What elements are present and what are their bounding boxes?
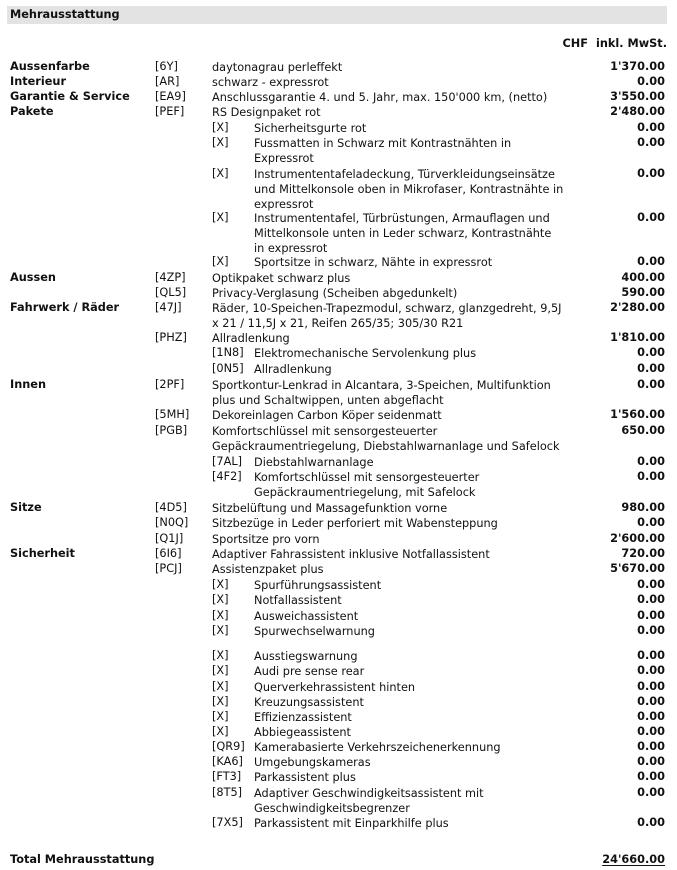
- option-code: [PEF]: [155, 105, 185, 118]
- option-code: [X]: [212, 725, 229, 738]
- option-description: Privacy-Verglasung (Scheiben abgedunkelt): [212, 287, 458, 300]
- currency-label: CHF: [562, 37, 588, 50]
- tax-note-label: inkl. MwSt.: [595, 37, 667, 50]
- option-description: RS Designpaket rot: [212, 106, 321, 119]
- option-code: [X]: [212, 710, 229, 723]
- option-code: [1N8]: [212, 346, 244, 359]
- option-price: 0.00: [637, 136, 665, 149]
- section-title: Mehrausstattung: [10, 8, 120, 21]
- option-price: 720.00: [621, 547, 665, 560]
- option-code: [PGB]: [155, 424, 188, 437]
- option-code: [2PF]: [155, 378, 185, 391]
- option-description: Sportsitze in schwarz, Nähte in expressrot: [254, 256, 493, 269]
- option-description: Assistenzpaket plus: [212, 563, 324, 576]
- option-description: daytonagrau perleffekt: [212, 61, 343, 74]
- category-label: Interieur: [10, 75, 67, 88]
- option-description: Parkassistent plus: [254, 771, 356, 784]
- category-label: Sicherheit: [10, 547, 75, 560]
- option-code: [7X5]: [212, 816, 243, 829]
- option-code: [7AL]: [212, 455, 243, 468]
- option-price: 0.00: [637, 211, 665, 224]
- option-price: 0.00: [637, 378, 665, 391]
- option-code: [X]: [212, 680, 229, 693]
- option-description: schwarz - expressrot: [212, 76, 329, 89]
- option-code: [X]: [212, 593, 229, 606]
- option-price: 0.00: [637, 725, 665, 738]
- option-price: 0.00: [637, 664, 665, 677]
- option-code: [47J]: [155, 301, 182, 314]
- option-description: Anschlussgarantie 4. und 5. Jahr, max. 150'000 km, (netto): [212, 91, 548, 104]
- option-description: Optikpaket schwarz plus: [212, 272, 351, 285]
- option-price: 0.00: [637, 470, 665, 483]
- option-code: [X]: [212, 167, 229, 180]
- option-code: [8T5]: [212, 786, 243, 799]
- option-description: Umgebungskameras: [254, 756, 371, 769]
- option-code: [N0Q]: [155, 516, 189, 529]
- option-code: [X]: [212, 664, 229, 677]
- option-price: 1'370.00: [610, 60, 665, 73]
- option-description: Allradlenkung: [254, 363, 332, 376]
- category-label: Aussen: [10, 271, 56, 284]
- option-code: [0N5]: [212, 362, 244, 375]
- option-description: Spurführungsassistent: [254, 579, 382, 592]
- option-price: 1'810.00: [610, 331, 665, 344]
- option-description: Sportkontur-Lenkrad in Alcantara, 3-Speichen, Multifunktion plus und Schaltwippen, unten abgeflacht: [212, 379, 551, 408]
- option-code: [AR]: [155, 75, 180, 88]
- option-description: Ausweichassistent: [254, 610, 359, 623]
- option-price: 0.00: [637, 121, 665, 134]
- option-price: 400.00: [621, 271, 665, 284]
- category-label: Innen: [10, 378, 46, 391]
- option-description: Instrumententafeladeckung, Türverkleidungseinsätze und Mittelkonsole oben in Mikrofaser, Kontrastnähte in expressrot: [254, 168, 564, 212]
- option-price: 3'550.00: [610, 90, 665, 103]
- total-value: 24'660.00: [602, 853, 665, 866]
- option-price: 590.00: [621, 286, 665, 299]
- option-description: Adaptiver Geschwindigkeitsassistent mit Geschwindigkeitsbegrenzer: [254, 787, 484, 816]
- option-description: Effizienzassistent: [254, 711, 352, 724]
- option-code: [6I6]: [155, 547, 182, 560]
- option-price: 0.00: [637, 755, 665, 768]
- option-price: 5'670.00: [610, 562, 665, 575]
- option-code: [KA6]: [212, 755, 243, 768]
- option-price: 0.00: [637, 455, 665, 468]
- option-price: 0.00: [637, 167, 665, 180]
- option-price: 980.00: [621, 501, 665, 514]
- option-description: Spurwechselwarnung: [254, 625, 375, 638]
- option-code: [X]: [212, 121, 229, 134]
- option-description: Kamerabasierte Verkehrszeichenerkennung: [254, 741, 501, 754]
- option-code: [X]: [212, 136, 229, 149]
- option-code: [6Y]: [155, 60, 178, 73]
- option-description: Parkassistent mit Einparkhilfe plus: [254, 817, 449, 830]
- option-price: 2'600.00: [610, 532, 665, 545]
- option-code: [X]: [212, 649, 229, 662]
- option-code: [5MH]: [155, 408, 190, 421]
- option-code: [PHZ]: [155, 331, 187, 344]
- option-description: Sitzbelüftung und Massagefunktion vorne: [212, 502, 448, 515]
- option-description: Sitzbezüge in Leder perforiert mit Wabensteppung: [212, 517, 498, 530]
- option-description: Notfallassistent: [254, 594, 342, 607]
- option-price: 0.00: [637, 695, 665, 708]
- option-price: 0.00: [637, 740, 665, 753]
- option-price: 0.00: [637, 578, 665, 591]
- option-description: Adaptiver Fahrassistent inklusive Notfallassistent: [212, 548, 490, 561]
- option-code: [PCJ]: [155, 562, 182, 575]
- option-price: 0.00: [637, 624, 665, 637]
- option-price: 0.00: [637, 816, 665, 829]
- option-price: 0.00: [637, 75, 665, 88]
- option-code: [X]: [212, 211, 229, 224]
- category-label: Fahrwerk / Räder: [10, 301, 120, 314]
- option-price: 0.00: [637, 346, 665, 359]
- option-code: [Q1J]: [155, 532, 184, 545]
- category-label: Garantie & Service: [10, 90, 130, 103]
- option-price: 0.00: [637, 710, 665, 723]
- option-price: 0.00: [637, 786, 665, 799]
- option-description: Komfortschlüssel mit sensorgesteuerter Gepäckraumentriegelung, mit Safelock: [254, 471, 480, 500]
- option-price: 0.00: [637, 649, 665, 662]
- category-label: Sitze: [10, 501, 42, 514]
- option-description: Querverkehrassistent hinten: [254, 681, 416, 694]
- option-description: Kreuzungsassistent: [254, 696, 364, 709]
- total-label: Total Mehrausstattung: [10, 853, 155, 866]
- option-code: [4F2]: [212, 470, 242, 483]
- option-price: 0.00: [637, 593, 665, 606]
- option-price: 650.00: [621, 424, 665, 437]
- option-description: Sportsitze pro vorn: [212, 533, 320, 546]
- option-description: Ausstiegswarnung: [254, 650, 358, 663]
- option-description: Allradlenkung: [212, 332, 290, 345]
- option-description: Räder, 10-Speichen-Trapezmodul, schwarz, glanzgedreht, 9,5J x 21 / 11,5J x 21, Reifen 265/35; 305/30 R21: [212, 302, 562, 331]
- option-description: Diebstahlwarnanlage: [254, 456, 374, 469]
- option-code: [X]: [212, 578, 229, 591]
- option-code: [4ZP]: [155, 271, 186, 284]
- option-code: [X]: [212, 695, 229, 708]
- option-code: [EA9]: [155, 90, 186, 103]
- option-description: Audi pre sense rear: [254, 665, 365, 678]
- category-label: Pakete: [10, 105, 54, 118]
- option-price: 0.00: [637, 680, 665, 693]
- option-code: [X]: [212, 624, 229, 637]
- category-label: Aussenfarbe: [10, 60, 90, 73]
- option-description: Sicherheitsgurte rot: [254, 122, 367, 135]
- option-price: 0.00: [637, 609, 665, 622]
- option-price: 0.00: [637, 516, 665, 529]
- option-description: Abbiegeassistent: [254, 726, 351, 739]
- option-code: [X]: [212, 255, 229, 268]
- option-code: [4D5]: [155, 501, 187, 514]
- option-price: 1'560.00: [610, 408, 665, 421]
- option-price: 0.00: [637, 362, 665, 375]
- option-code: [FT3]: [212, 770, 242, 783]
- option-price: 2'480.00: [610, 105, 665, 118]
- option-price: 0.00: [637, 255, 665, 268]
- option-price: 2'280.00: [610, 301, 665, 314]
- option-description: Fussmatten in Schwarz mit Kontrastnähten in Expressrot: [254, 137, 512, 166]
- option-description: Instrumententafel, Türbrüstungen, Armauflagen und Mittelkonsole unten in Leder schwarz, Kontrastnähte in expressrot: [254, 212, 552, 256]
- option-code: [QL5]: [155, 286, 187, 299]
- option-code: [X]: [212, 609, 229, 622]
- option-description: Dekoreinlagen Carbon Köper seidenmatt: [212, 409, 442, 422]
- option-price: 0.00: [637, 770, 665, 783]
- option-description: Elektromechanische Servolenkung plus: [254, 347, 477, 360]
- option-description: Komfortschlüssel mit sensorgesteuerter Gepäckraumentriegelung, Diebstahlwarnanlage und Safelock: [212, 425, 560, 454]
- option-code: [QR9]: [212, 740, 245, 753]
